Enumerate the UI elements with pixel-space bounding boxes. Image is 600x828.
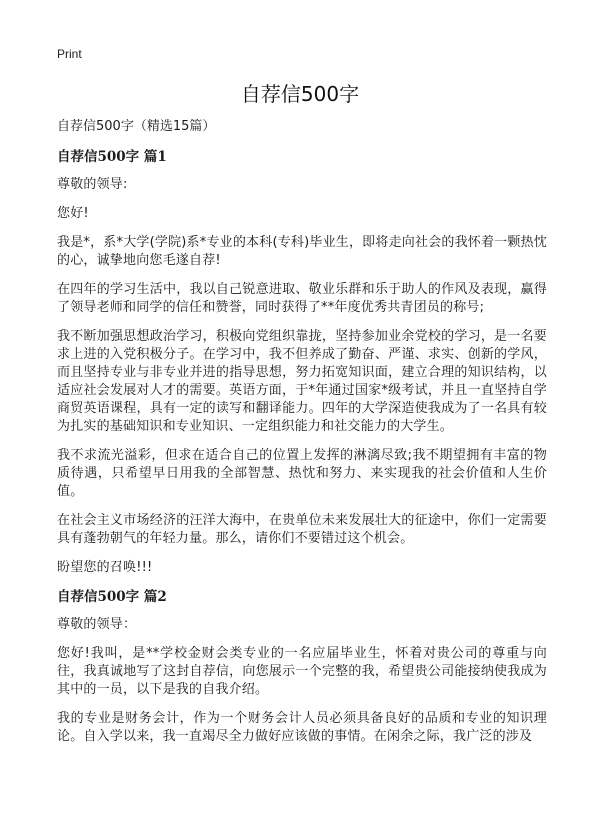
document-subtitle: 自荐信500字（精选15篇）	[57, 119, 216, 134]
print-label[interactable]: Print	[57, 47, 82, 61]
body-paragraph: 在四年的学习生活中，我以自己锐意进取、敬业乐群和乐于助人的作风及表现，赢得了领导老师和同学的信任和赞誉，同时获得了**年度优秀共青团员的称号;	[57, 282, 547, 315]
body-paragraph: 我不断加强思想政治学习，积极向党组织靠拢，坚持参加业余党校的学习，是一名要求上进的入党积极分子。在学习中，我不但养成了勤奋、严谨、求实、创新的学风，而且坚持专业与非专业并进的指导思想，努力拓宽知识面，建立合理的知识结构，以适应社会发展对人才的需要。英语方面，于*年通过国家*级考试，并且一直坚持自学商贸英语课程，具有一定的读写和翻译能力。四年的大学深造使我成为了一名具有较为扎实的基础知识和专业知识、一定组织能力和社交能力的大学生。	[57, 329, 547, 434]
body-paragraph: 您好!我叫，是**学校金财会类专业的一名应届毕业生，怀着对贵公司的尊重与向往，我真诚地写了这封自荐信，向您展示一个完整的我，希望贵公司能接纳使我成为其中的一员，以下是我的自我介绍。	[57, 646, 547, 697]
salutation: 尊敬的领导:	[57, 177, 128, 192]
greeting: 您好!	[57, 206, 89, 221]
body-paragraph: 我是*，系*大学(学院)系*专业的本科(专科)毕业生，即将走向社会的我怀着一颗热忱的心，诚挚地向您毛遂自荐!	[57, 235, 547, 268]
section-1	[57, 148, 547, 577]
document-title: 自荐信500字	[240, 82, 360, 106]
body-paragraph: 在社会主义市场经济的汪洋大海中，在贵单位未来发展壮大的征途中，你们一定需要具有蓬勃朝气的年轻力量。那么，请你们不要错过这个机会。	[57, 513, 547, 546]
section-heading: 自荐信500字 篇2	[57, 589, 167, 605]
section-2	[57, 588, 547, 746]
body-paragraph: 我的专业是财务会计，作为一个财务会计人员必须具备良好的品质和专业的知识理论。自入学以来，我一直竭尽全力做好应该做的事情。在闲余之际，我广泛的涉及	[57, 711, 547, 744]
salutation: 尊敬的领导：	[57, 617, 137, 632]
closing: 盼望您的召唤!!!	[57, 560, 153, 575]
document-body	[57, 118, 547, 757]
body-paragraph: 我不求流光溢彩，但求在适合自己的位置上发挥的淋漓尽致;我不期望拥有丰富的物质待遇，只希望早日用我的全部智慧、热忱和努力、来实现我的社会价值和人生价值。	[57, 448, 547, 499]
section-heading: 自荐信500字 篇1	[57, 149, 167, 165]
